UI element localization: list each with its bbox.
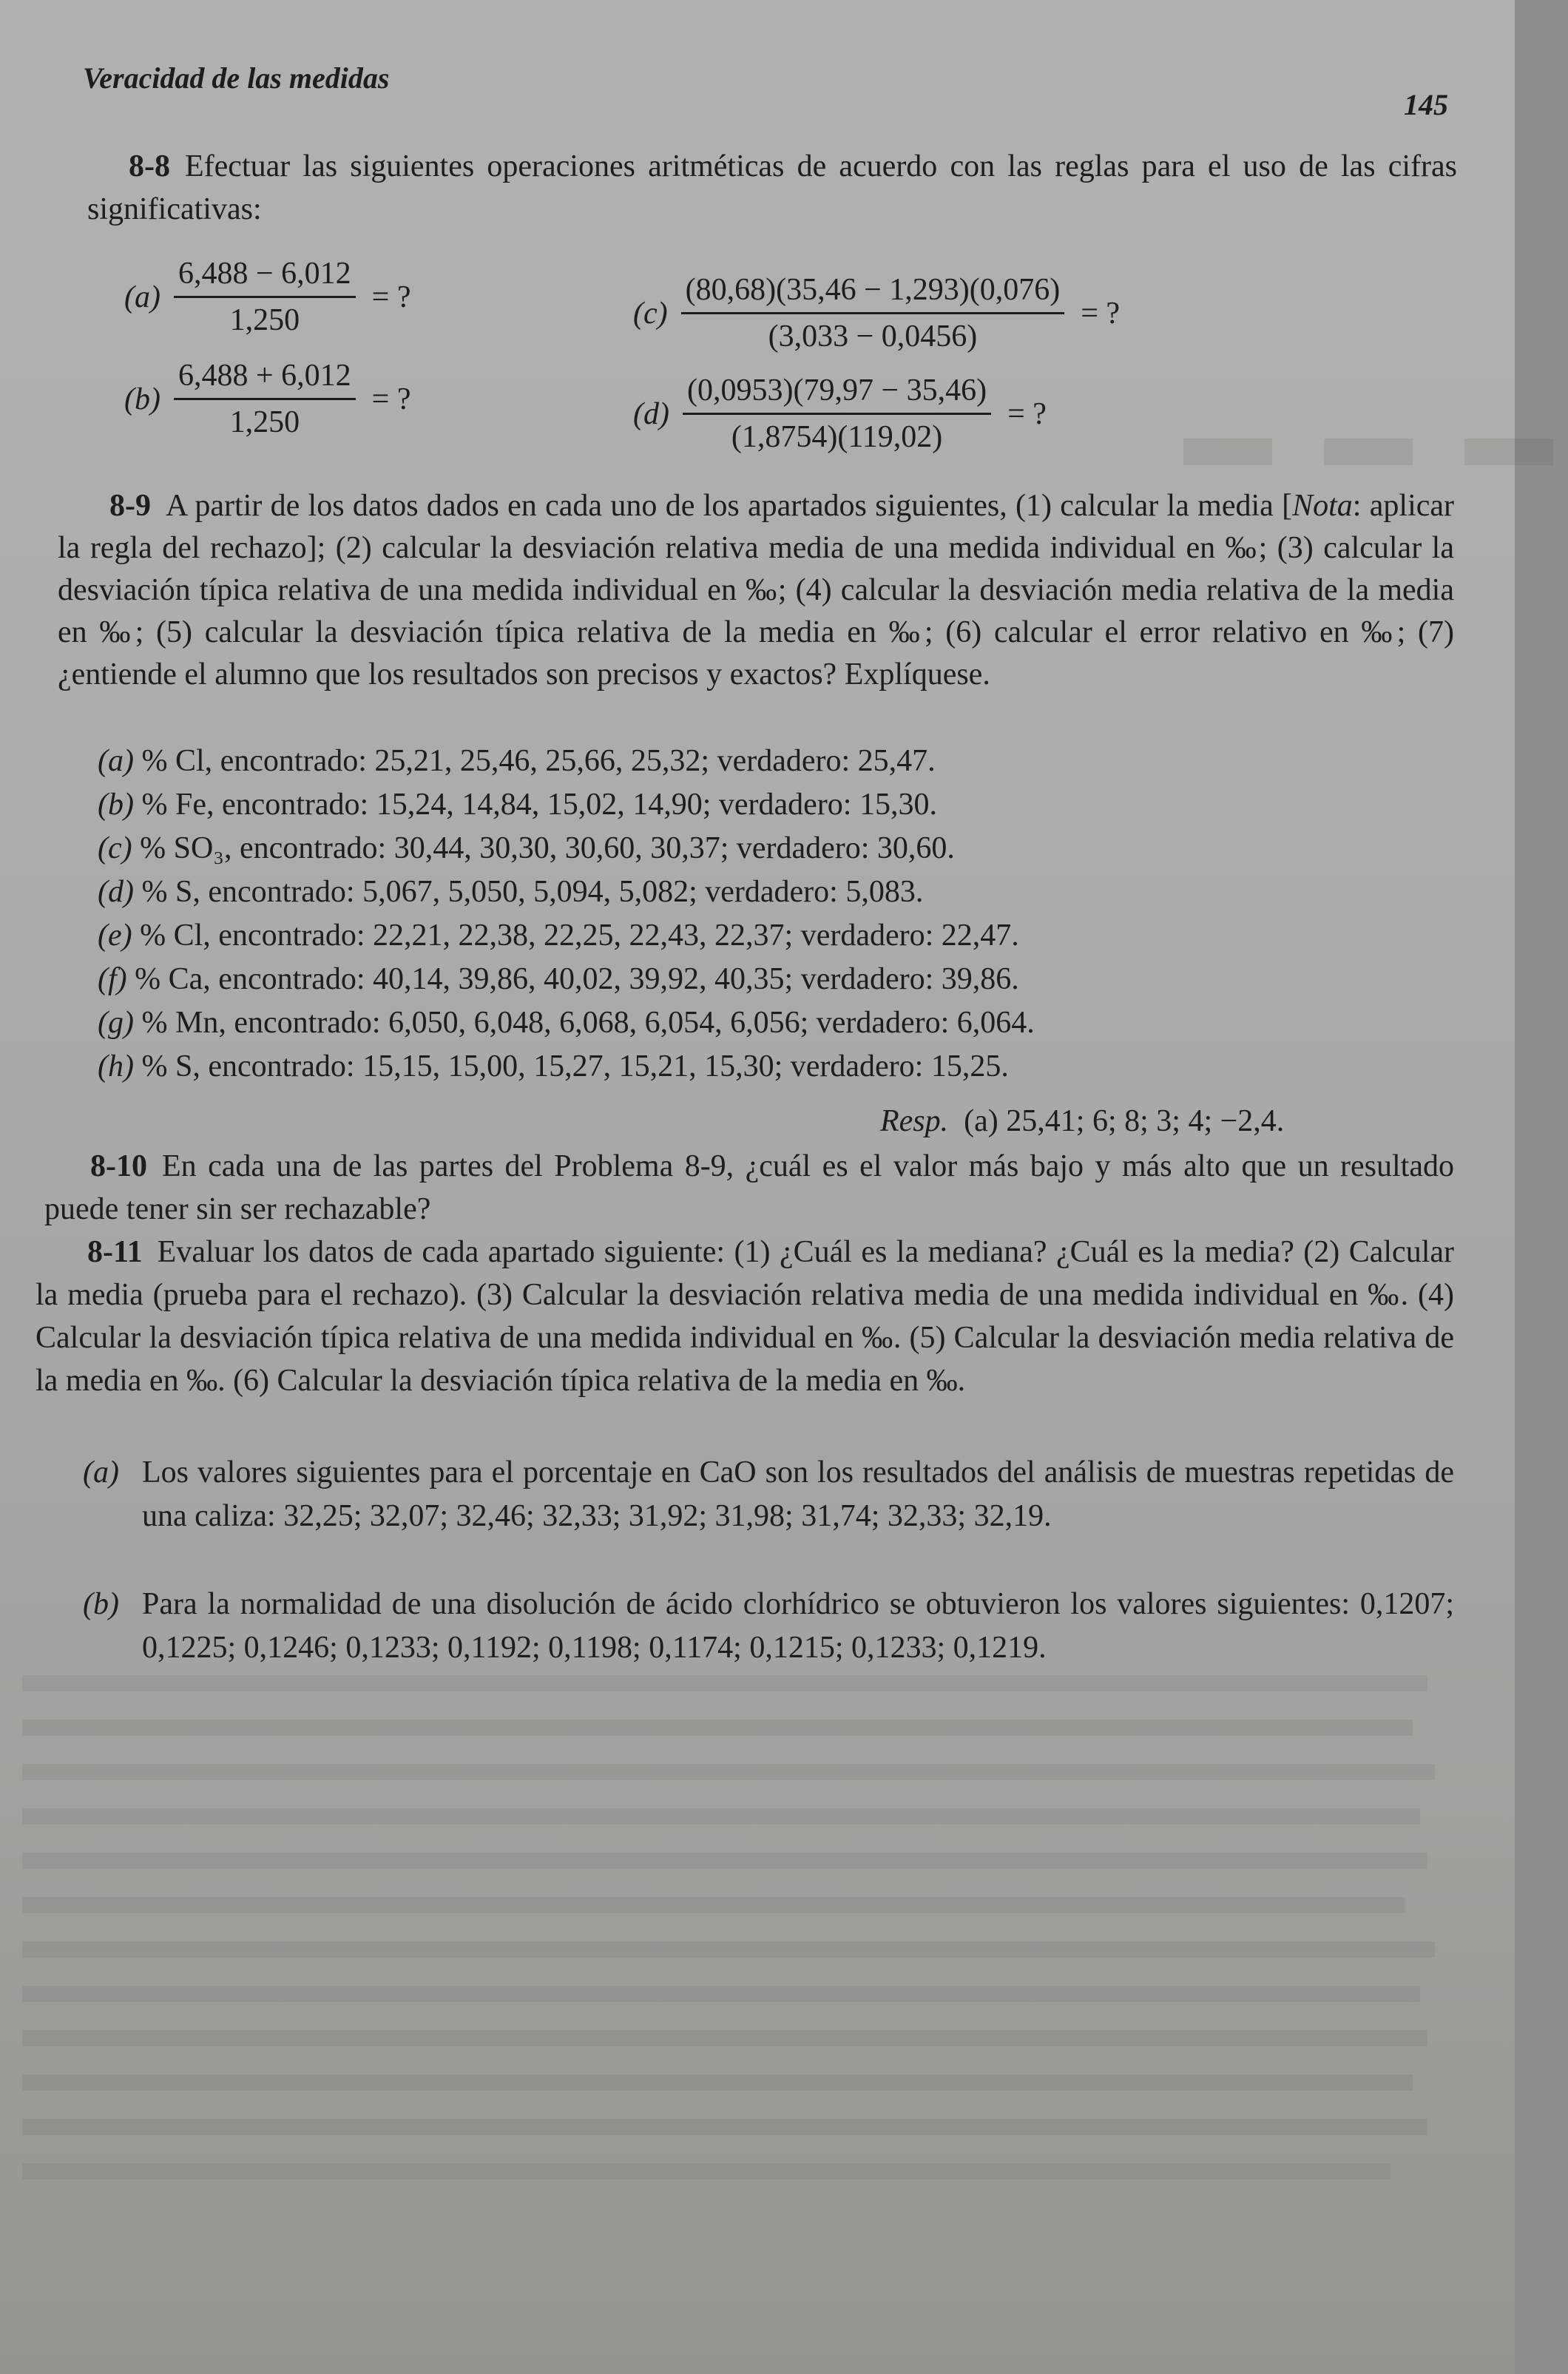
item-text: % Cl, encontrado: 25,21, 25,46, 25,66, 25,32; verdadero: 25,47. — [141, 744, 936, 778]
item-text: % Mn, encontrado: 6,050, 6,048, 6,068, 6,054, 6,056; verdadero: 6,064. — [141, 1006, 1035, 1040]
problem-8-8 — [87, 145, 1457, 231]
fraction — [681, 268, 1065, 359]
problem-number: 8-8 — [129, 149, 170, 183]
item-text: % S, encontrado: 5,067, 5,050, 5,094, 5,082; verdadero: 5,083. — [141, 875, 924, 909]
bleed-through-lines — [22, 1646, 1442, 2222]
item-label: (c) — [98, 831, 132, 865]
problem-text: Evaluar los datos de cada apartado siguiente: (1) ¿Cuál es la mediana? ¿Cuál es la media? (2) Calcular la media (prueba para el rechazo). (3) Calcular la desviación relativa media de una medida individual en ‰. (4) Calcular la desviación típica relativa de una medida individual en ‰. (5) Calcular la desviación media relativa de la media en ‰. (6) Calcular la desviación típica relativa de la media en ‰. — [36, 1235, 1454, 1398]
problem-number: 8-10 — [90, 1149, 147, 1183]
page-number: 145 — [1404, 88, 1448, 121]
equation-label: (d) — [633, 396, 669, 431]
item-label: (e) — [98, 919, 132, 953]
equation-b — [124, 354, 411, 444]
equation-label: (c) — [633, 296, 668, 331]
problem-text-end: : aplicar la regla del rechazo]; (2) calcular la desviación relativa media de una medida individual en ‰; (3) calcular la desviación típica relativa de una medida individual en ‰; (4) calcular la desviación media relativa de la media en ‰; (5) calcular la desviación típica relativa de la media en ‰; (6) calcular el error relativo en ‰; (7) ¿entiende el alumno que los resultados son precisos y exactos? Explíquese. — [58, 489, 1455, 691]
equation-d — [633, 368, 1047, 459]
answer-text: (a) 25,41; 6; 8; 3; 4; −2,4. — [964, 1104, 1285, 1138]
problem-text: En cada una de las partes del Problema 8-9, ¿cuál es el valor más bajo y más alto que un resultado puede tener sin ser rechazable? — [44, 1149, 1454, 1226]
note-label: Nota — [1292, 489, 1353, 523]
fraction — [174, 354, 356, 444]
problem-8-10 — [44, 1145, 1454, 1231]
fraction — [683, 368, 991, 459]
item-label: (a) — [83, 1455, 119, 1489]
item-text: % Ca, encontrado: 40,14, 39,86, 40,02, 39,92, 40,35; verdadero: 39,86. — [135, 962, 1019, 996]
item-label: (f) — [98, 962, 127, 996]
equation-result: = ? — [371, 382, 411, 416]
list-item — [98, 783, 1311, 827]
problem-8-9 — [58, 485, 1454, 696]
item-label: (a) — [98, 744, 134, 778]
list-item — [98, 827, 1311, 870]
item-label: (g) — [98, 1006, 134, 1040]
denominator: 1,250 — [229, 405, 300, 439]
item-text: Para la normalidad de una disolución de ácido clorhídrico se obtuvieron los valores siguientes: 0,1207; 0,1225; 0,1246; 0,1233; 0,1192; 0,1198; 0,1174; 0,1215; 0,1233; 0,1219. — [142, 1587, 1454, 1665]
item-label: (b) — [83, 1587, 119, 1621]
list-item — [98, 914, 1311, 958]
list-item — [98, 1001, 1311, 1045]
numerator: (80,68)(35,46 − 1,293)(0,076) — [681, 268, 1065, 314]
problem-8-11 — [36, 1231, 1454, 1402]
numerator: 6,488 + 6,012 — [174, 354, 356, 400]
denominator: (3,033 − 0,0456) — [768, 319, 978, 354]
problem-text-start: A partir de los datos dados en cada uno de los apartados siguientes, (1) calcular la media [ — [166, 489, 1293, 523]
equation-a — [124, 251, 411, 342]
problem-text: Efectuar las siguientes operaciones aritméticas de acuerdo con las reglas para el uso de las cifras significativas: — [87, 149, 1457, 226]
item-label: (h) — [98, 1049, 134, 1083]
item-text: Los valores siguientes para el porcentaje en CaO son los resultados del análisis de muestras repetidas de una caliza: 32,25; 32,07; 32,46; 32,33; 31,92; 31,98; 31,74; 32,33; 32,19. — [142, 1455, 1454, 1533]
bleed-through-background: ▬ ▬ ▬ — [1183, 386, 1568, 484]
running-header: Veracidad de las medidas — [83, 61, 390, 95]
item-text: % SO₃, encontrado: 30,44, 30,30, 30,60, 30,37; verdadero: 30,60. — [140, 831, 955, 865]
denominator: 1,250 — [229, 303, 300, 337]
item-text: % Cl, encontrado: 22,21, 22,38, 22,25, 22,43, 22,37; verdadero: 22,47. — [140, 919, 1019, 953]
item-text: % Fe, encontrado: 15,24, 14,84, 15,02, 14,90; verdadero: 15,30. — [141, 788, 937, 822]
equation-label: (a) — [124, 280, 160, 314]
problem-number: 8-9 — [109, 489, 151, 523]
answer-line — [880, 1103, 1284, 1139]
numerator: 6,488 − 6,012 — [174, 251, 356, 298]
equation-result: = ? — [371, 280, 411, 314]
list-item — [98, 870, 1311, 914]
list-item — [98, 740, 1311, 783]
numerator: (0,0953)(79,97 − 35,46) — [683, 368, 991, 415]
equation-result: = ? — [1007, 396, 1047, 431]
list-item — [98, 1045, 1311, 1089]
equation-c — [633, 268, 1120, 359]
problem-number: 8-11 — [87, 1235, 143, 1269]
item-label: (d) — [98, 875, 134, 909]
fraction — [174, 251, 356, 342]
answer-label: Resp. — [880, 1104, 949, 1138]
equation-label: (b) — [124, 382, 160, 416]
subitem-a — [83, 1451, 1454, 1538]
item-text: % S, encontrado: 15,15, 15,00, 15,27, 15,21, 15,30; verdadero: 15,25. — [141, 1049, 1009, 1083]
list-item — [98, 958, 1311, 1001]
denominator: (1,8754)(119,02) — [731, 420, 943, 454]
data-list — [98, 740, 1311, 1089]
item-label: (b) — [98, 788, 134, 822]
equation-result: = ? — [1081, 296, 1121, 331]
